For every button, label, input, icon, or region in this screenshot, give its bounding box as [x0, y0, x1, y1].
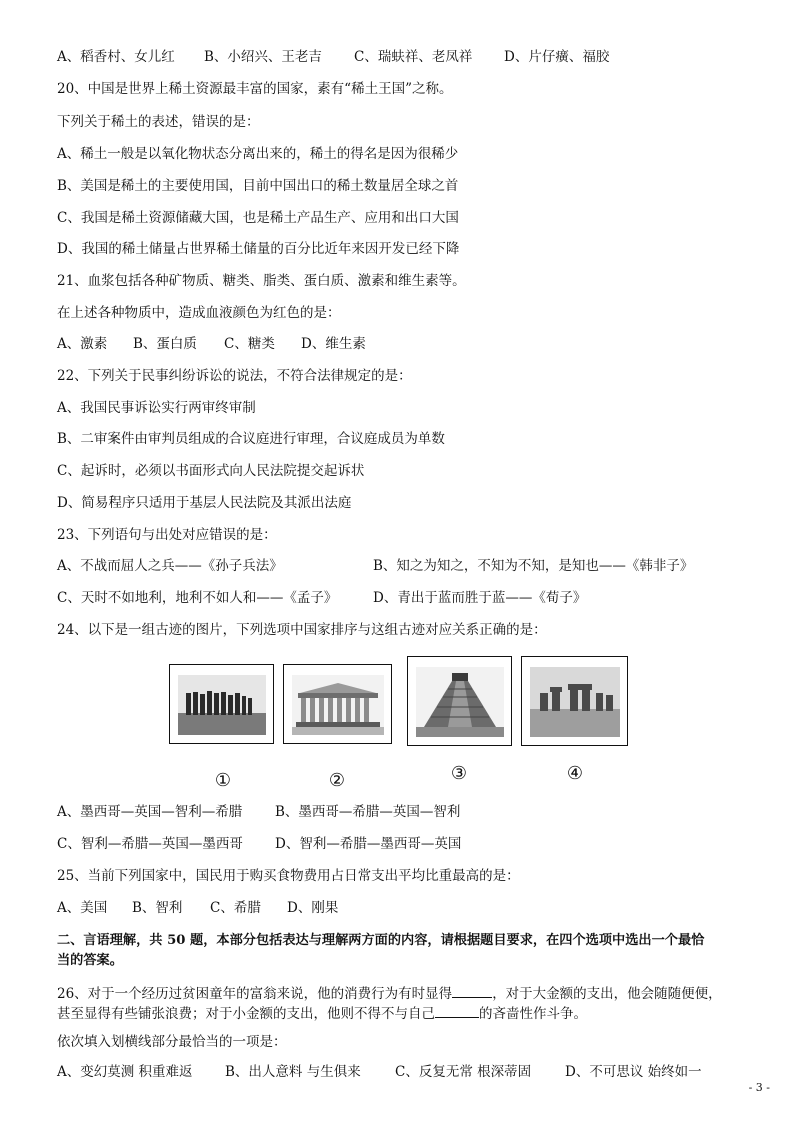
moai-image [178, 675, 266, 735]
stonehenge-image [530, 667, 620, 737]
section2-heading-line2: 当的答案。 [57, 953, 123, 968]
q23-options-row2 [57, 589, 757, 607]
q24-stem: 24、以下是一组古迹的图片，下列选项中国家排序与这组古迹对应关系正确的是： [57, 622, 547, 638]
image-label-3: ③ [450, 763, 468, 784]
q22-option-d: D、简易程序只适用于基层人民法院及其派出法庭 [57, 495, 352, 511]
page-number: - 3 - [748, 1081, 770, 1094]
q21-option-a: A、激素 [57, 336, 108, 352]
q23-stem: 23、下列语句与出处对应错误的是： [57, 527, 277, 543]
q21-stem: 21、血浆包括各种矿物质、糖类、脂类、蛋白质、激素和维生素等。 [57, 273, 466, 289]
q20-option-a: A、稀土一般是以氧化物状态分离出来的，稀土的得名是因为很稀少 [57, 146, 459, 162]
q22-option-b: B、二审案件由审判员组成的合议庭进行审理，合议庭成员为单数 [57, 431, 445, 447]
q25-option-b: B、智利 [132, 900, 183, 916]
q21-option-b: B、蛋白质 [133, 336, 197, 352]
q24-option-d: D、智利—希腊—墨西哥—英国 [275, 836, 462, 852]
q26-option-d: D、不可思议 始终如一 [565, 1064, 702, 1080]
q24-options-row1 [57, 803, 757, 821]
q23-option-b: B、知之为知之，不知为不知，是知也——《韩非子》 [373, 558, 694, 574]
q26-options [57, 1063, 757, 1081]
q21-option-c: C、糖类 [224, 336, 275, 352]
q26-stem-line2 [57, 1003, 587, 1023]
q19-option-c: C、瑞蚨祥、老凤祥 [354, 49, 473, 65]
q26-stem-line1 [57, 983, 722, 1003]
q25-stem: 25、当前下列国家中，国民用于购买食物费用占日常支出平均比重最高的是： [57, 868, 520, 884]
q22-stem: 22、下列关于民事纠纷诉讼的说法，不符合法律规定的是： [57, 368, 412, 384]
parthenon-image [292, 675, 384, 735]
parthenon-photo [283, 664, 392, 744]
q26-stem-line2-part1: 甚至显得有些铺张浪费；对于小金额的支出，他则不得不与自己 [57, 1006, 435, 1022]
q25-options [57, 899, 457, 917]
q26-prompt: 依次填入划横线部分最恰当的一项是： [57, 1034, 287, 1050]
q24-option-c: C、智利—希腊—英国—墨西哥 [57, 836, 243, 852]
q19-option-a: A、稻香村、女儿红 [57, 49, 175, 65]
q25-option-a: A、美国 [57, 900, 108, 916]
q25-option-d: D、刚果 [287, 900, 339, 916]
q24-option-b: B、墨西哥—希腊—英国—智利 [275, 804, 461, 820]
q26-option-a: A、变幻莫测 积重难返 [57, 1064, 193, 1080]
q23-option-d: D、青出于蓝而胜于蓝——《荀子》 [373, 590, 587, 606]
stonehenge-photo [521, 656, 628, 746]
image-label-1: ① [214, 770, 232, 791]
q26-blank-1 [452, 983, 492, 998]
q25-option-c: C、希腊 [210, 900, 261, 916]
q19-options [57, 48, 757, 66]
image-label-2: ② [328, 770, 346, 791]
moai-photo [169, 664, 274, 744]
q19-option-d: D、片仔癀、福胶 [504, 49, 610, 65]
q21-prompt: 在上述各种物质中，造成血液颜色为红色的是： [57, 305, 341, 321]
q21-option-d: D、维生素 [301, 336, 366, 352]
q22-option-a: A、我国民事诉讼实行两审终审制 [57, 400, 256, 416]
q26-option-c: C、反复无常 根深蒂固 [395, 1064, 532, 1080]
q24-option-a: A、墨西哥—英国—智利—希腊 [57, 804, 243, 820]
q19-option-b: B、小绍兴、王老吉 [204, 49, 322, 65]
q20-stem: 20、中国是世界上稀土资源最丰富的国家，素有“稀土王国”之称。 [57, 81, 453, 97]
q20-option-c: C、我国是稀土资源储藏大国，也是稀土产品生产、应用和出口大国 [57, 210, 459, 226]
q23-option-c: C、天时不如地利，地利不如人和——《孟子》 [57, 590, 338, 606]
q24-options-row2 [57, 835, 757, 853]
q23-options-row1 [57, 557, 757, 575]
section2-heading-line1: 二、言语理解，共 50 题，本部分包括表达与理解两方面的内容，请根据题目要求，在四个选项中选出一个最恰 [57, 933, 705, 948]
pyramid-image [416, 667, 504, 737]
q20-prompt: 下列关于稀土的表述，错误的是： [57, 114, 260, 130]
q26-stem-line2-part2: 的吝啬性作斗争。 [479, 1006, 587, 1022]
q26-stem-part1: 26、对于一个经历过贫困童年的富翁来说，他的消费行为有时显得 [57, 986, 453, 1002]
q26-blank-2 [435, 1003, 479, 1018]
q23-option-a: A、不战而屈人之兵——《孙子兵法》 [57, 558, 283, 574]
q20-option-b: B、美国是稀土的主要使用国，目前中国出口的稀土数量居全球之首 [57, 178, 459, 194]
q21-options [57, 335, 457, 353]
q22-option-c: C、起诉时，必须以书面形式向人民法院提交起诉状 [57, 463, 365, 479]
image-label-4: ④ [566, 763, 584, 784]
q26-option-b: B、出人意料 与生俱来 [225, 1064, 361, 1080]
chichen-itza-photo [407, 656, 512, 746]
q26-stem-part2: ，对于大金额的支出，他会随随便便， [492, 986, 722, 1002]
q20-option-d: D、我国的稀土储量占世界稀土储量的百分比近年来因开发已经下降 [57, 241, 460, 257]
